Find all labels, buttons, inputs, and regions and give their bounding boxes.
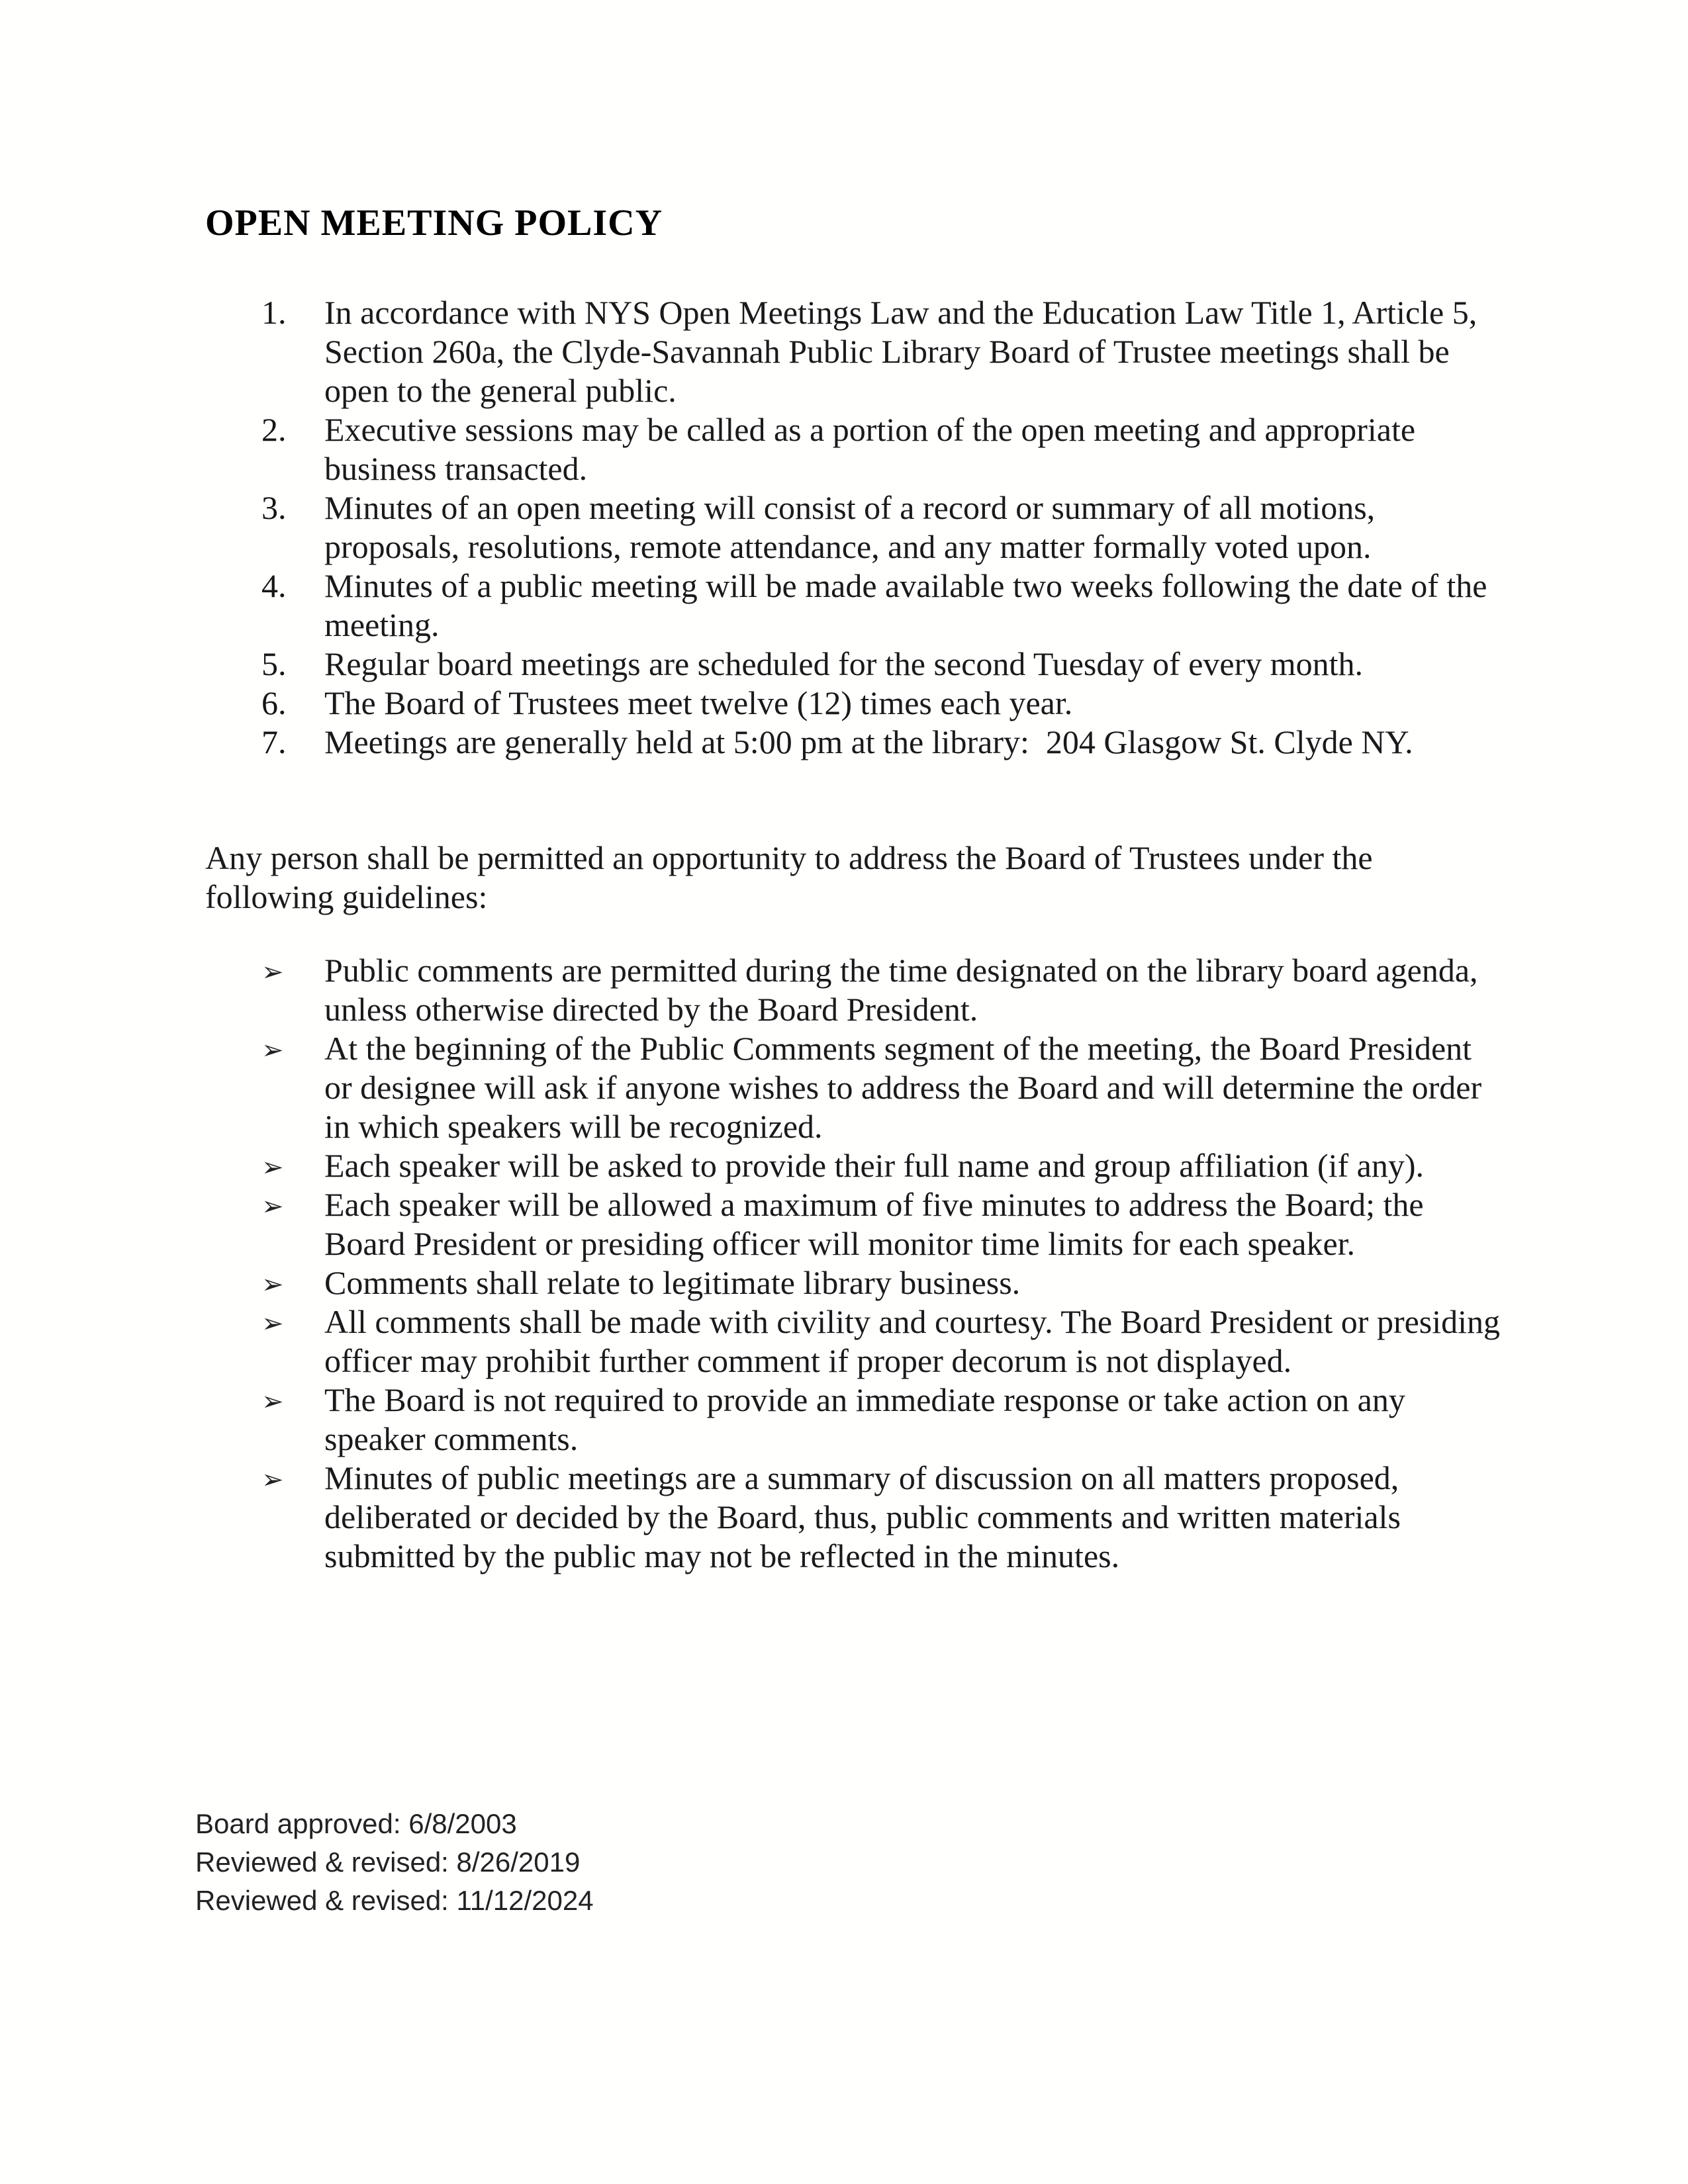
list-number: 1. (261, 293, 287, 331)
bullet-item-text: Each speaker will be asked to provide their full name and group affiliation (if any). (324, 1146, 1425, 1184)
bullet-list-item (205, 1185, 1506, 1263)
arrow-bullet-icon: ➢ (261, 1191, 284, 1222)
revision-line: Board approved: 6/8/2003 (195, 1807, 517, 1839)
bullet-item-text: Minutes of public meetings are a summary of discussion on all matters proposed, deliberated or decided by the Board, thus, public comments and written materials submitted by the public may not be reflected in the minutes. (324, 1459, 1409, 1574)
arrow-bullet-icon: ➢ (261, 956, 284, 987)
numbered-list-item (205, 488, 1506, 567)
list-item-text: Meetings are generally held at 5:00 pm at the library: 204 Glasgow St. Clyde NY. (324, 723, 1413, 760)
numbered-list-item (205, 645, 1506, 684)
bullet-list-item (205, 1459, 1506, 1576)
list-item-text: Minutes of a public meeting will be made available two weeks following the date of the meeting. (324, 567, 1495, 643)
numbered-list-item (205, 410, 1506, 488)
numbered-list-item (205, 293, 1506, 410)
arrow-bullet-icon: ➢ (261, 1034, 284, 1066)
document-title: OPEN MEETING POLICY (205, 203, 663, 244)
bullet-item-text: All comments shall be made with civility and courtesy. The Board President or presiding officer may prohibit further comment if proper decorum is not displayed. (324, 1302, 1509, 1379)
bullet-item-text: Each speaker will be allowed a maximum of five minutes to address the Board; the Board President or presiding officer will monitor time limits for each speaker. (324, 1185, 1432, 1262)
list-number: 2. (261, 410, 287, 448)
intro-paragraph: Any person shall be permitted an opportunity to address the Board of Trustees under the following guidelines: (205, 839, 1382, 915)
list-number: 6. (261, 684, 287, 721)
bullet-list-item (205, 1381, 1506, 1459)
list-item-text: The Board of Trustees meet twelve (12) times each year. (324, 684, 1073, 721)
list-number: 7. (261, 723, 287, 760)
numbered-list (205, 293, 1506, 762)
numbered-list-item (205, 723, 1506, 762)
bullet-item-text: At the beginning of the Public Comments segment of the meeting, the Board President or designee will ask if anyone wishes to address the Board and will determine the order in which speakers will be recognized. (324, 1029, 1490, 1145)
arrow-bullet-icon: ➢ (261, 1152, 284, 1183)
bullet-list-item (205, 1029, 1506, 1146)
bullet-item-text: Comments shall relate to legitimate library business. (324, 1263, 1021, 1301)
list-item-text: In accordance with NYS Open Meetings Law and the Education Law Title 1, Article 5, Section 260a, the Clyde-Savannah Public Library Board of Trustee meetings shall be open to the general public. (324, 293, 1485, 409)
arrow-bullet-icon: ➢ (261, 1386, 284, 1417)
bullet-list-item (205, 1263, 1506, 1302)
arrow-bullet-icon: ➢ (261, 1464, 284, 1495)
bulleted-list (205, 951, 1509, 1576)
list-item-text: Minutes of an open meeting will consist of a record or summary of all motions, proposals, resolutions, remote attendance, and any matter formally voted upon. (324, 488, 1383, 565)
list-number: 5. (261, 645, 287, 682)
numbered-list-item (205, 567, 1506, 645)
revision-history (195, 1805, 1509, 1920)
numbered-list-item (205, 684, 1506, 723)
list-number: 4. (261, 567, 287, 604)
bullet-list-item (205, 951, 1506, 1029)
revision-line: Reviewed & revised: 11/12/2024 (195, 1884, 594, 1916)
bullet-list-item (205, 1146, 1506, 1185)
list-item-text: Regular board meetings are scheduled for the second Tuesday of every month. (324, 645, 1364, 682)
bullet-item-text: The Board is not required to provide an immediate response or take action on any speaker comments. (324, 1381, 1414, 1457)
list-number: 3. (261, 488, 287, 526)
arrow-bullet-icon: ➢ (261, 1308, 284, 1339)
bullet-item-text: Public comments are permitted during the time designated on the library board agenda, unless otherwise directed by the Board President. (324, 951, 1487, 1028)
revision-line: Reviewed & revised: 8/26/2019 (195, 1846, 581, 1878)
list-item-text: Executive sessions may be called as a portion of the open meeting and appropriate business transacted. (324, 410, 1424, 487)
bullet-list-item (205, 1302, 1509, 1381)
arrow-bullet-icon: ➢ (261, 1269, 284, 1300)
